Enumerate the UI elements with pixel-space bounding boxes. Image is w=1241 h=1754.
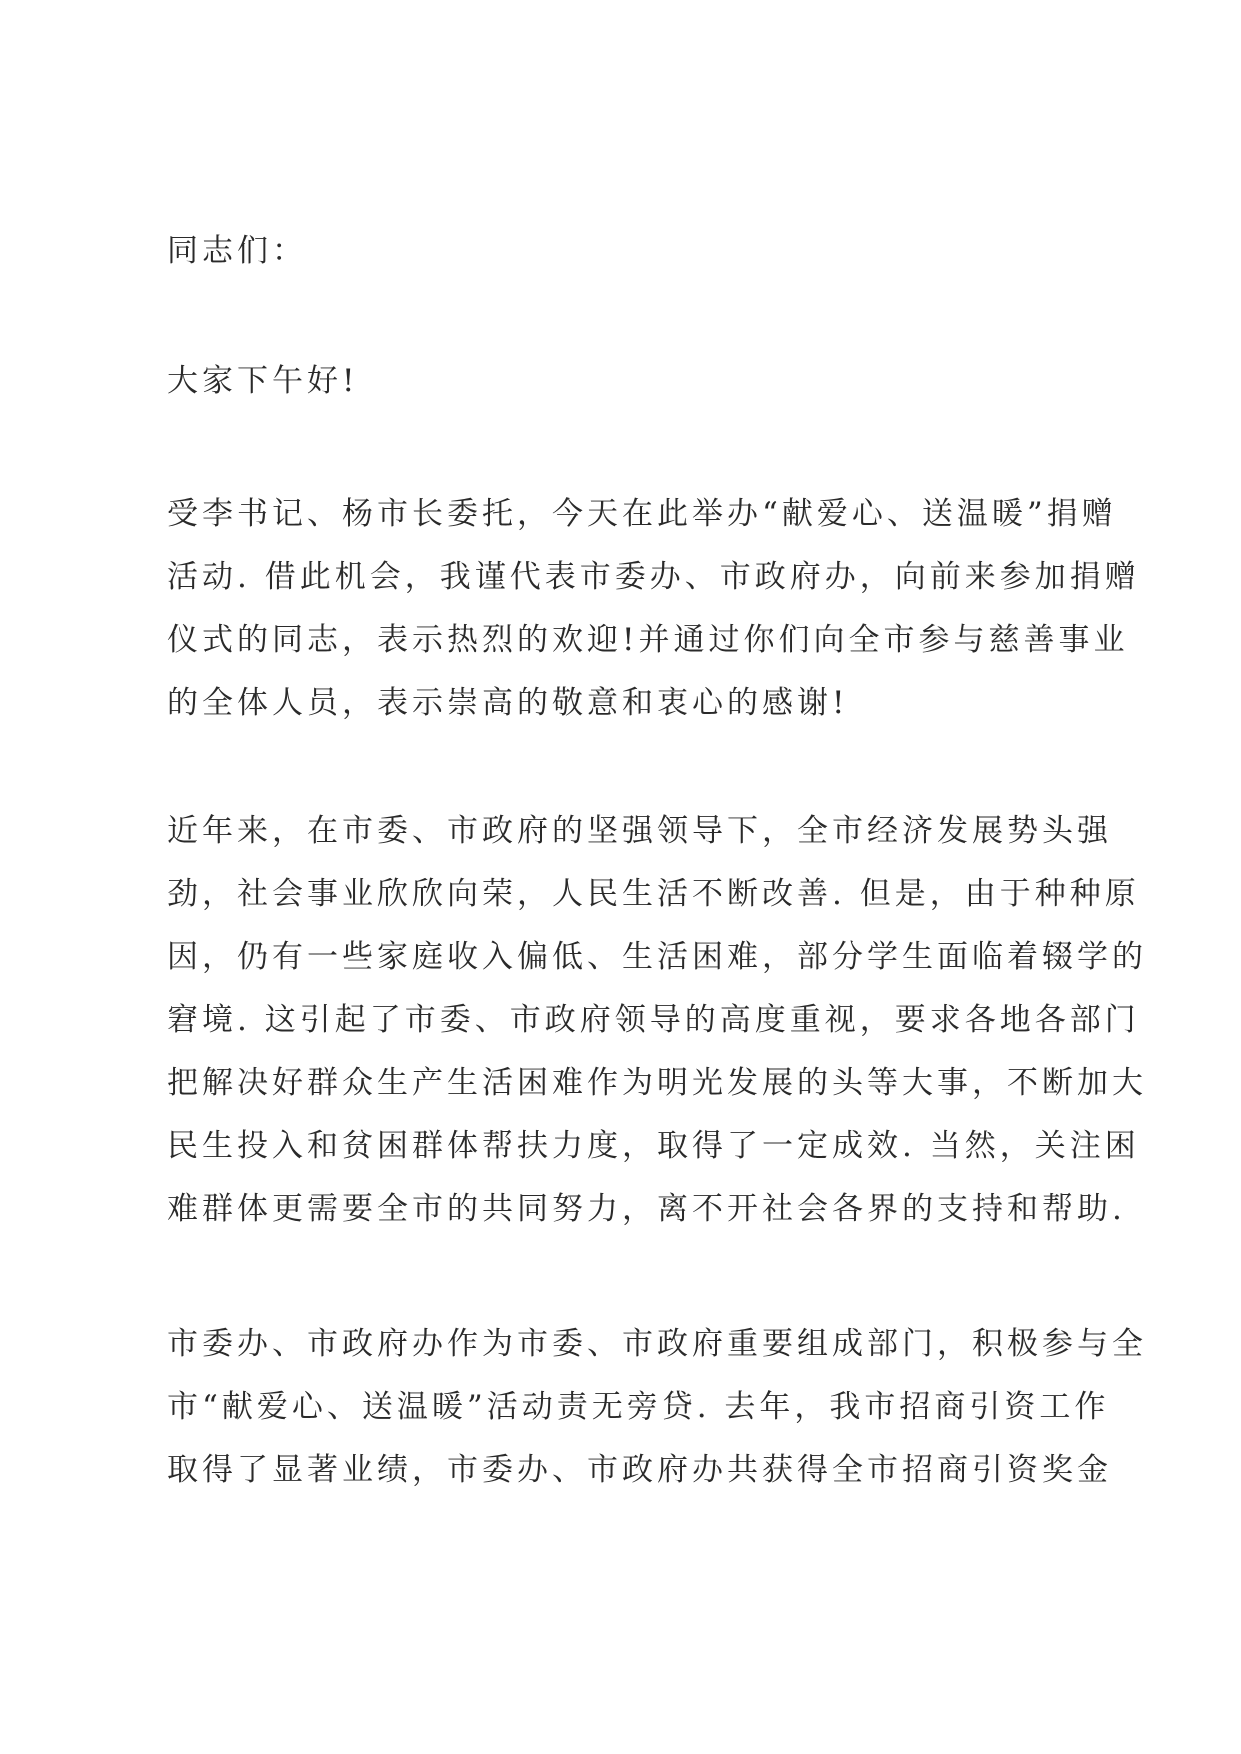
paragraph-line: 市委办、市政府办作为市委、市政府重要组成部门，积极参与全 [167,1326,1147,1362]
paragraph-line: 仪式的同志，表示热烈的欢迎!并通过你们向全市参与慈善事业 [167,622,1129,658]
paragraph-line: 窘境. 这引起了市委、市政府领导的高度重视，要求各地各部门 [167,1002,1140,1038]
paragraph-3 [167,1313,1147,1502]
greeting-line: 大家下午好! [167,363,359,399]
paragraph-line: 民生投入和贫困群体帮扶力度，取得了一定成效. 当然，关注困 [167,1128,1140,1164]
paragraph-1 [167,483,1140,735]
opening-greeting [167,350,1097,413]
paragraph-line: 取得了显著业绩，市委办、市政府办共获得全市招商引资奖金 [167,1452,1112,1488]
salutation-line: 同志们： [167,233,307,269]
paragraph-line: 的全体人员，表示崇高的敬意和衷心的感谢! [167,685,849,721]
paragraph-line: 活动. 借此机会，我谨代表市委办、市政府办，向前来参加捐赠 [167,559,1140,595]
paragraph-line: 把解决好群众生产生活困难作为明光发展的头等大事，不断加大 [167,1065,1147,1101]
paragraph-line: 劲，社会事业欣欣向荣，人民生活不断改善. 但是，由于种种原 [167,876,1140,912]
paragraph-line: 近年来，在市委、市政府的坚强领导下，全市经济发展势头强 [167,813,1112,849]
paragraph-line: 难群体更需要全市的共同努力，离不开社会各界的支持和帮助. [167,1191,1126,1227]
paragraph-line: 市“献爱心、送温暖”活动责无旁贷. 去年，我市招商引资工作 [167,1389,1110,1425]
paragraph-line: 受李书记、杨市长委托，今天在此举办“献爱心、送温暖”捐赠 [167,496,1117,532]
paragraph-2 [167,800,1147,1241]
salutation [167,220,1097,283]
paragraph-line: 因，仍有一些家庭收入偏低、生活困难，部分学生面临着辍学的 [167,939,1147,975]
